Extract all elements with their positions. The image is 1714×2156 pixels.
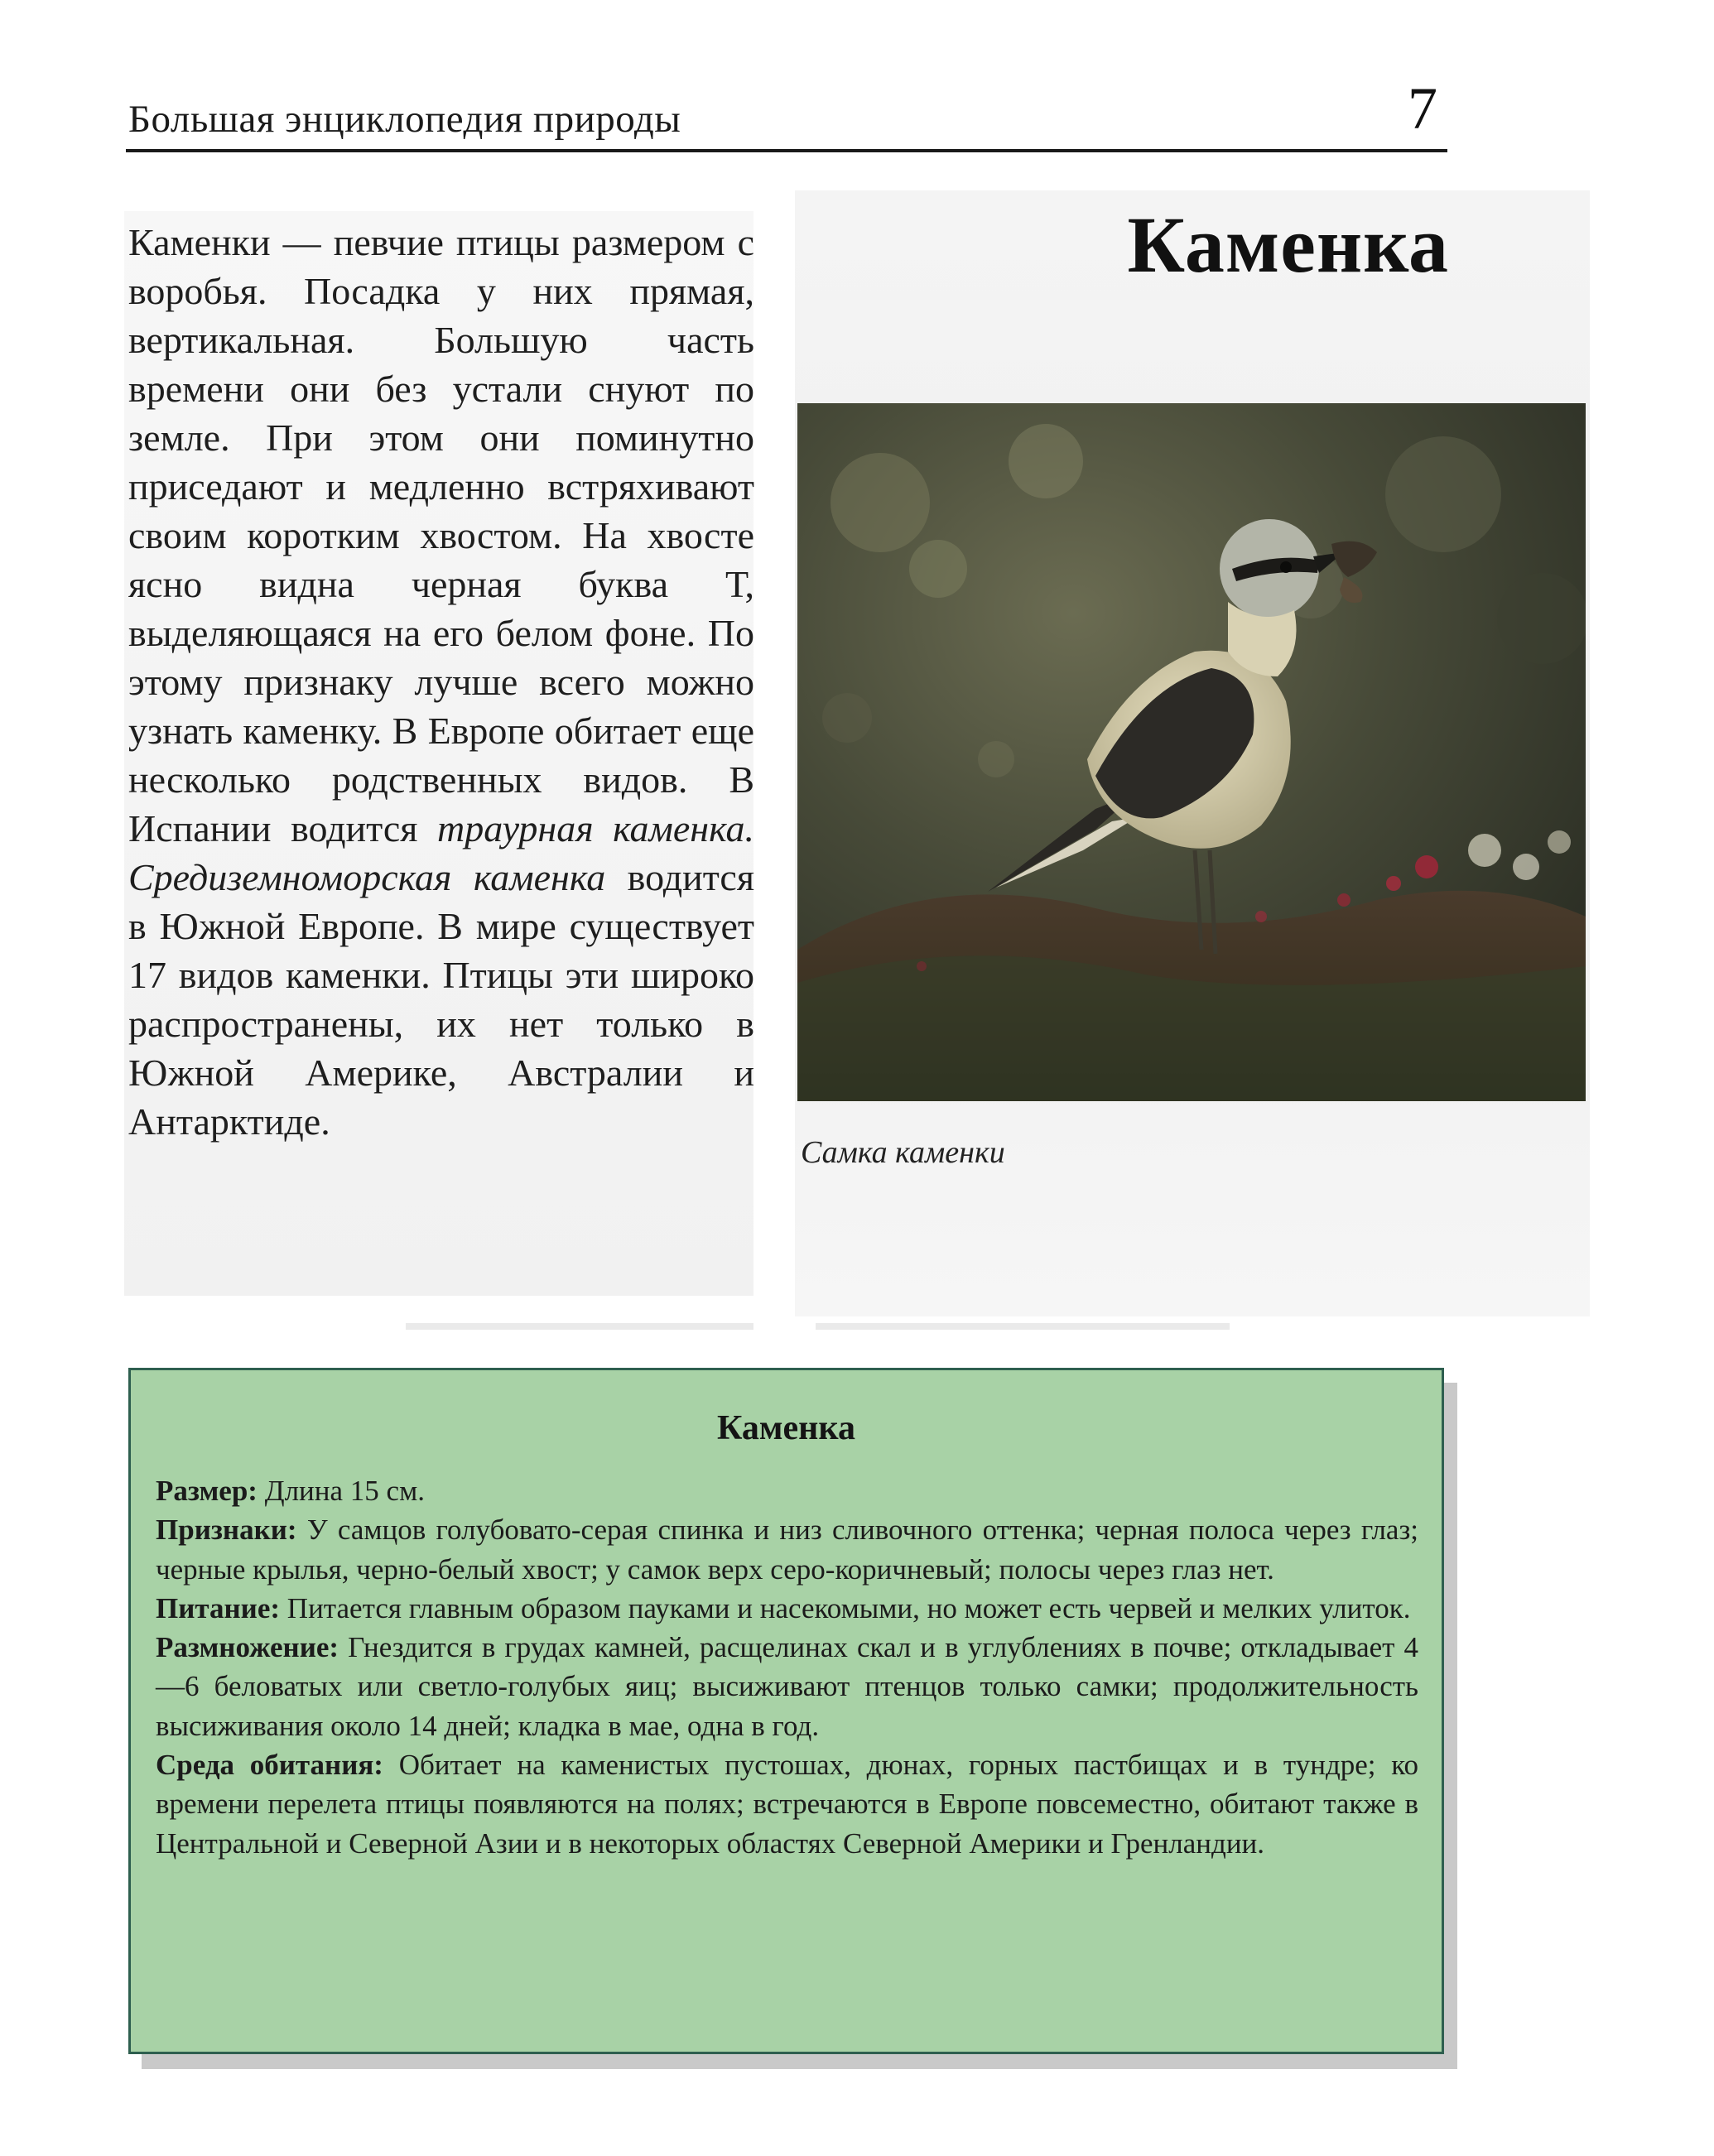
info-entry-habitat [156, 1745, 1418, 1863]
entry-label: Признаки: [156, 1514, 297, 1547]
info-box-text [156, 1471, 1418, 1863]
entry-text: Обитает на каменистых пустошах, дюнах, горных пастбищах и в тундре; ко времени перелета птицы появляются на полях; встречаются в Европе повсеместно, обитают также в Центральной и Северной Азии и в некоторых областях Северной Америки и Гренландии. [156, 1749, 1418, 1860]
body-segment-italic: траурная каменка. [436, 807, 754, 849]
info-box [128, 1368, 1444, 2054]
header-rule [126, 149, 1447, 152]
entry-label: Среда обитания: [156, 1749, 383, 1782]
info-entry-breeding [156, 1628, 1418, 1745]
info-entry-features [156, 1510, 1418, 1589]
info-entry-diet [156, 1589, 1418, 1628]
wheatear-photo [797, 403, 1586, 1101]
body-segment-italic: Средиземноморская каменка [128, 856, 606, 898]
faint-line [816, 1323, 1230, 1330]
body-segment: водится в Южной Европе. В мире существует 17 видов каменки. Птицы эти широко распространены, их нет только в Южной Америке, Австралии и Антарктиде. [128, 856, 755, 1143]
entry-text: Питается главным образом пауками и насекомыми, но может есть червей и мелких улиток. [280, 1591, 1411, 1624]
entry-text: Длина 15 см. [257, 1475, 425, 1507]
entry-label: Размер: [156, 1475, 258, 1507]
photo-caption: Самка каменки [801, 1135, 1005, 1170]
entry-label: Размножение: [156, 1631, 339, 1664]
info-entry-size [156, 1471, 1418, 1510]
info-box-title: Каменка [717, 1409, 855, 1447]
book-title: Большая энциклопедия природы [128, 98, 681, 141]
faint-line [406, 1323, 753, 1330]
article-body [128, 218, 754, 1146]
entry-label: Питание: [156, 1591, 281, 1624]
entry-text: Гнездится в грудах камней, расщелинах скал и в углублениях в почве; откладывает 4—6 беловатых или светло-голубых яиц; высиживают птенцов только самки; продолжительность высиживания около 14 дней; кладка в мае, одна в год. [156, 1631, 1418, 1742]
entry-text: У самцов голубовато-серая спинка и низ сливочного оттенка; черная полоса через глаз; черные крылья, черно-белый хвост; у самок верх серо-коричневый; полосы через глаз нет. [156, 1514, 1418, 1586]
article-title: Каменка [1127, 200, 1449, 289]
body-segment: Каменки — певчие птицы размером с воробья. Посадка у них прямая, вертикальная. Большую часть времени они без устали снуют по земле. При этом они поминутно приседают и медленно встряхивают своим коротким хвостом. На хвосте ясно видна черная буква Т, выделяющаяся на его белом фоне. По этому признаку лучше всего можно узнать каменку. В Европе обитает еще несколько родственных видов. В Испании водится [128, 221, 754, 849]
page-number: 7 [1408, 75, 1437, 142]
